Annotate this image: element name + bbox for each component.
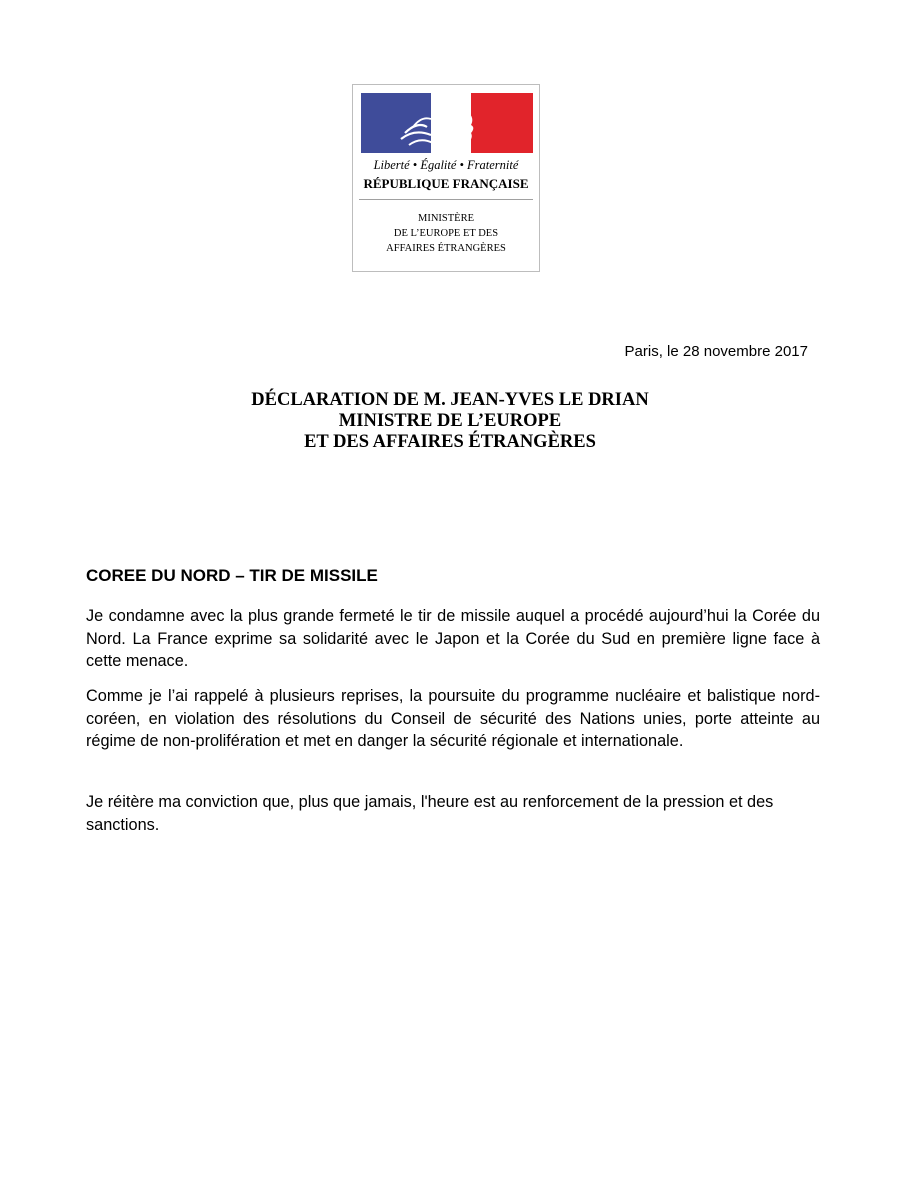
section-heading: COREE DU NORD – TIR DE MISSILE [86, 566, 378, 585]
paragraph: Je condamne avec la plus grande fermeté le tir de missile auquel a procédé aujourd’hui la Corée du Nord. La France exprime sa solidarité avec le Japon et la Corée du Sud en première ligne face à cette menace. [86, 607, 820, 670]
republic-name: RÉPUBLIQUE FRANÇAISE [363, 176, 529, 191]
motto-text: Liberté • Égalité • Fraternité [373, 158, 519, 172]
title-line: MINISTRE DE L’EUROPE [338, 411, 562, 431]
ministry-line: MINISTÈRE [418, 213, 474, 224]
ministry-name [353, 211, 539, 256]
title-line: ET DES AFFAIRES ÉTRANGÈRES [304, 432, 596, 452]
paragraph: Je réitère ma conviction que, plus que jamais, l'heure est au renforcement de la pression et des sanctions. [86, 793, 774, 834]
declaration-title [160, 390, 740, 453]
title-line: DÉCLARATION DE M. JEAN-YVES LE DRIAN [251, 390, 649, 410]
logo-divider [359, 199, 533, 200]
ministry-line: DE L’EUROPE ET DES [393, 228, 499, 239]
ministry-line: AFFAIRES ÉTRANGÈRES [386, 243, 506, 254]
paragraph: Comme je l’ai rappelé à plusieurs reprises, la poursuite du programme nucléaire et balistique nord-coréen, en violation des résolutions du Conseil de sécurité des Nations unies, porte atteinte au régime de non-prolifération et met en danger la sécurité régionale et internationale. [86, 687, 820, 750]
document-date: Paris, le 28 novembre 2017 [624, 343, 808, 360]
marianne-emblem-icon [361, 93, 533, 153]
republic-logo [352, 84, 540, 272]
